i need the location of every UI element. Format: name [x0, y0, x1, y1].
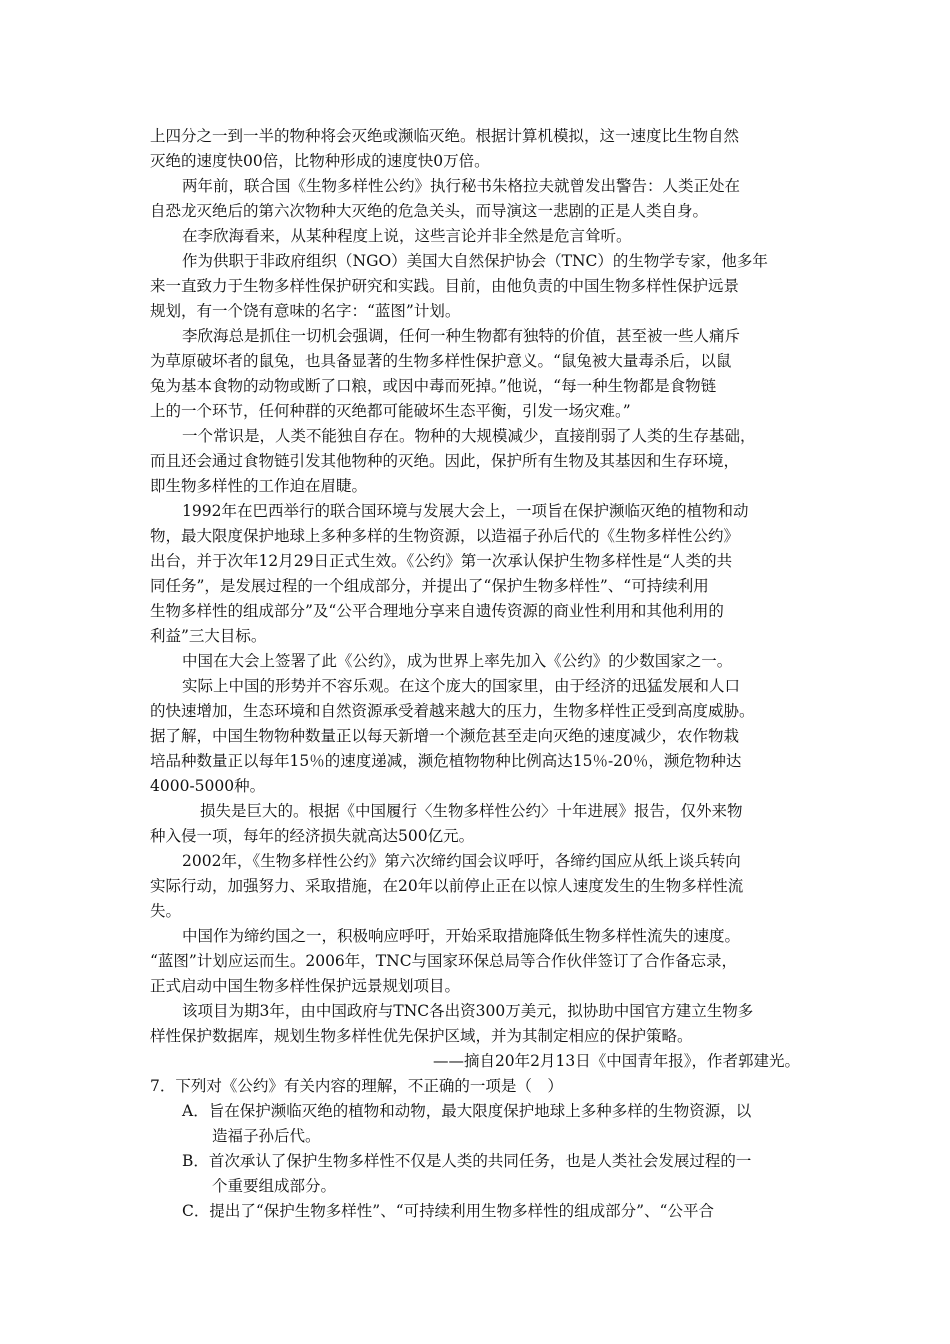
- text-line: 而且还会通过食物链引发其他物种的灭绝。因此，保护所有生物及其基因和生存环境，: [150, 452, 740, 470]
- text-line: 2002年，《生物多样性公约》第六次缔约国会议呼吁，各缔约国应从纸上谈兵转向: [182, 852, 741, 870]
- text-line: 一个常识是，人类不能独自存在。物种的大规模减少，直接削弱了人类的生存基础，: [182, 427, 756, 445]
- text-line: 出台，并于次年12月29日正式生效。《公约》第一次承认保护生物多样性是“人类的共: [150, 552, 733, 570]
- text-line: 中国在大会上签署了此《公约》，成为世界上率先加入《公约》的少数国家之一。: [182, 652, 733, 670]
- text-line: 上四分之一到一半的物种将会灭绝或濒临灭绝。根据计算机模拟，这一速度比生物自然: [150, 127, 740, 145]
- text-line: 即生物多样性的工作迫在眉睫。: [150, 477, 368, 495]
- text-line: 上的一个环节，任何种群的灭绝都可能破坏生态平衡，引发一场灾难。”: [150, 402, 631, 420]
- text-line: 正式启动中国生物多样性保护远景规划项目。: [150, 977, 461, 995]
- text-line: 物，最大限度保护地球上多种多样的生物资源，以造福子孙后代的《生物多样性公约》: [150, 527, 740, 545]
- text-line: 样性保护数据库，规划生物多样性优先保护区域，并为其制定相应的保护策略。: [150, 1027, 693, 1045]
- text-line: 利益”三大目标。: [150, 627, 267, 645]
- text-line: 据了解，中国生物物种数量正以每天新增一个濒危甚至走向灭绝的速度减少，农作物栽: [150, 727, 740, 745]
- text-line: 灭绝的速度快00倍，比物种形成的速度快0万倍。: [150, 152, 490, 170]
- text-line: 培品种数量正以每年15％的速度递减，濒危植物物种比例高达15％-20％，濒危物种达: [150, 752, 742, 770]
- text-line: 的快速增加，生态环境和自然资源承受着越来越大的压力，生物多样性正受到高度威胁。: [150, 702, 755, 720]
- text-line: 两年前，联合国《生物多样性公约》执行秘书朱格拉夫就曾发出警告：人类正处在: [182, 177, 741, 195]
- option-a-continued: 造福子孙后代。: [212, 1127, 321, 1145]
- text-line: 同任务”，是发展过程的一个组成部分，并提出了“保护生物多样性”、“可持续利用: [150, 577, 709, 595]
- text-line: 自恐龙灭绝后的第六次物种大灭绝的危急关头，而导演这一悲剧的正是人类自身。: [150, 202, 709, 220]
- text-line: 失。: [150, 902, 182, 920]
- text-line: 为草原破坏者的鼠兔，也具备显著的生物多样性保护意义。“鼠兔被大量毒杀后，以鼠: [150, 352, 732, 370]
- text-line: 在李欣海看来，从某种程度上说，这些言论并非全然是危言耸听。: [182, 227, 632, 245]
- text-line: “蓝图”计划应运而生。2006年，TNC与国家环保总局等合作伙伴签订了合作备忘录，: [150, 952, 738, 970]
- text-line: 该项目为期3年，由中国政府与TNC各出资300万美元，拟协助中国官方建立生物多: [182, 1002, 754, 1020]
- text-line: 来一直致力于生物多样性保护研究和实践。目前，由他负责的中国生物多样性保护远景: [150, 277, 740, 295]
- text-line: 损失是巨大的。根据《中国履行〈生物多样性公约〉十年进展》报告，仅外来物: [200, 802, 743, 820]
- text-line: 中国作为缔约国之一，积极响应呼吁，开始采取措施降低生物多样性流失的速度。: [182, 927, 741, 945]
- option-c: C．提出了“保护生物多样性”、“可持续利用生物多样性的组成部分”、“公平合: [182, 1202, 714, 1220]
- text-line: 李欣海总是抓住一切机会强调，任何一种生物都有独特的价值，甚至被一些人痛斥: [182, 327, 741, 345]
- text-line: 4000-5000种。: [150, 777, 266, 795]
- text-line: 兔为基本食物的动物或断了口粮，或因中毒而死掉。”他说，“每一种生物都是食物链: [150, 377, 717, 395]
- option-b-continued: 个重要组成部分。: [212, 1177, 337, 1195]
- text-line: 生物多样性的组成部分”及“公平合理地分享来自遗传资源的商业性利用和其他利用的: [150, 602, 724, 620]
- text-line: 种入侵一项，每年的经济损失就高达500亿元。: [150, 827, 475, 845]
- source-citation: ——摘自20年2月13日《中国青年报》，作者郭建光。: [432, 1052, 800, 1070]
- option-a: A．旨在保护濒临灭绝的植物和动物，最大限度保护地球上多种多样的生物资源，以: [182, 1102, 752, 1120]
- text-line: 实际行动，加强努力、采取措施，在20年以前停止正在以惊人速度发生的生物多样性流: [150, 877, 744, 895]
- text-line: 规划，有一个饶有意味的名字：“蓝图”计划。: [150, 302, 461, 320]
- text-line: 实际上中国的形势并不容乐观。在这个庞大的国家里，由于经济的迅猛发展和人口: [182, 677, 741, 695]
- option-b: B．首次承认了保护生物多样性不仅是人类的共同任务，也是人类社会发展过程的一: [182, 1152, 752, 1170]
- text-line: 作为供职于非政府组织（NGO）美国大自然保护协会（TNC）的生物学专家，他多年: [182, 252, 768, 270]
- text-line: 1992年在巴西举行的联合国环境与发展大会上，一项旨在保护濒临灭绝的植物和动: [182, 502, 749, 520]
- question-stem: 7．下列对《公约》有关内容的理解，不正确的一项是（ ）: [150, 1077, 563, 1095]
